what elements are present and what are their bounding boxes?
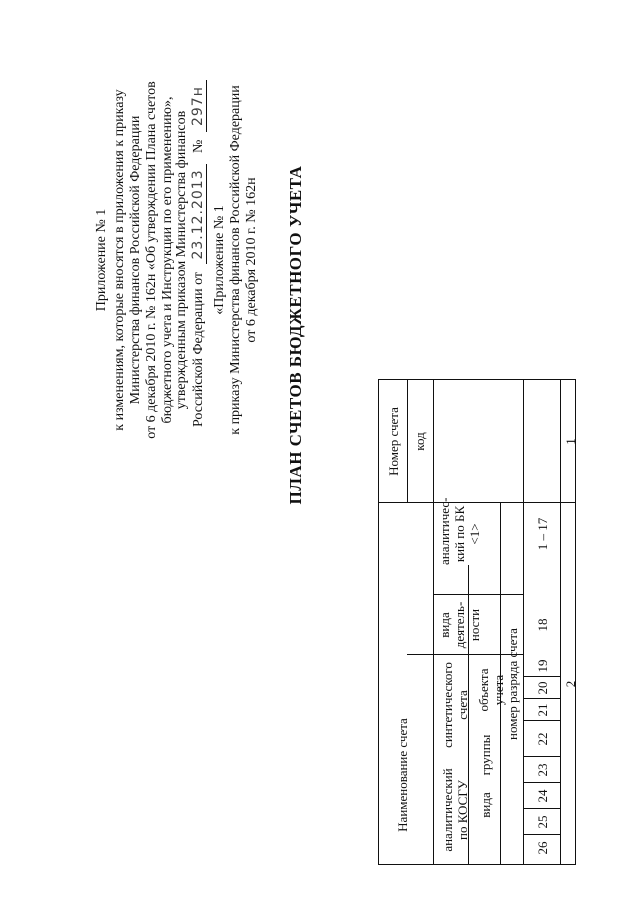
header-kind: вида <box>478 792 493 818</box>
digit-cell: 1 – 17 <box>535 517 550 551</box>
digit-cell: 18 <box>535 618 550 632</box>
appendix-line: утвержденным приказом Министерства финансов <box>174 110 189 410</box>
footer-number-col: 2 <box>563 680 578 688</box>
digit-cell: 23 <box>535 763 550 777</box>
header-digit-number: номер разряда счета <box>505 628 520 740</box>
date-prefix: Российской Федерации от <box>191 271 206 427</box>
digit-cell: 20 <box>535 681 550 695</box>
handwritten-number: 297н <box>190 80 207 132</box>
header-activity-type: вида деятель- ности <box>437 601 482 649</box>
handwritten-date: 23.12.2013 <box>190 164 207 264</box>
appendix-line: от 6 декабря 2010 г. № 162н «Об утверждении Плана счетов <box>144 81 159 439</box>
number-label: № <box>191 139 206 153</box>
header-account-number: Номер счета <box>386 407 401 476</box>
header-account-name: Наименование счета <box>395 718 410 832</box>
appendix-title: Приложение № 1 <box>94 208 109 312</box>
digit-cell: 25 <box>535 815 550 829</box>
annex-line: от 6 декабря 2010 г. № 162н <box>244 177 259 343</box>
digit-cell: 26 <box>535 841 550 855</box>
digit-cell: 22 <box>535 732 550 746</box>
date-line <box>190 80 207 427</box>
footer-name-col: 1 <box>563 438 578 445</box>
appendix-line: бюджетного учета и Инструкции по его применению», <box>160 96 175 424</box>
header-analytic-kosgu: аналитический по КОСГУ <box>440 768 470 852</box>
appendix-line: к изменениям, которые вносятся в приложения к приказу <box>112 89 127 431</box>
digit-cell: 19 <box>535 659 550 673</box>
header-group: группы <box>478 734 493 776</box>
annex-line: к приказу Министерства финансов Российской Федерации <box>228 85 243 435</box>
digit-cell: 24 <box>535 789 550 803</box>
annex-title: «Приложение № 1 <box>212 205 227 315</box>
header-synthetic: синтетического счета <box>440 662 470 748</box>
header-analytic-bk: аналитичес- кий по БК <1> <box>437 497 482 565</box>
plan-title: ПЛАН СЧЕТОВ БЮДЖЕТНОГО УЧЕТА <box>286 165 305 505</box>
appendix-line: Министерства финансов Российской Федерации <box>128 115 143 405</box>
header-object: объекта учета <box>476 668 506 712</box>
digit-cell: 21 <box>535 703 550 717</box>
header-code: код <box>412 432 427 451</box>
